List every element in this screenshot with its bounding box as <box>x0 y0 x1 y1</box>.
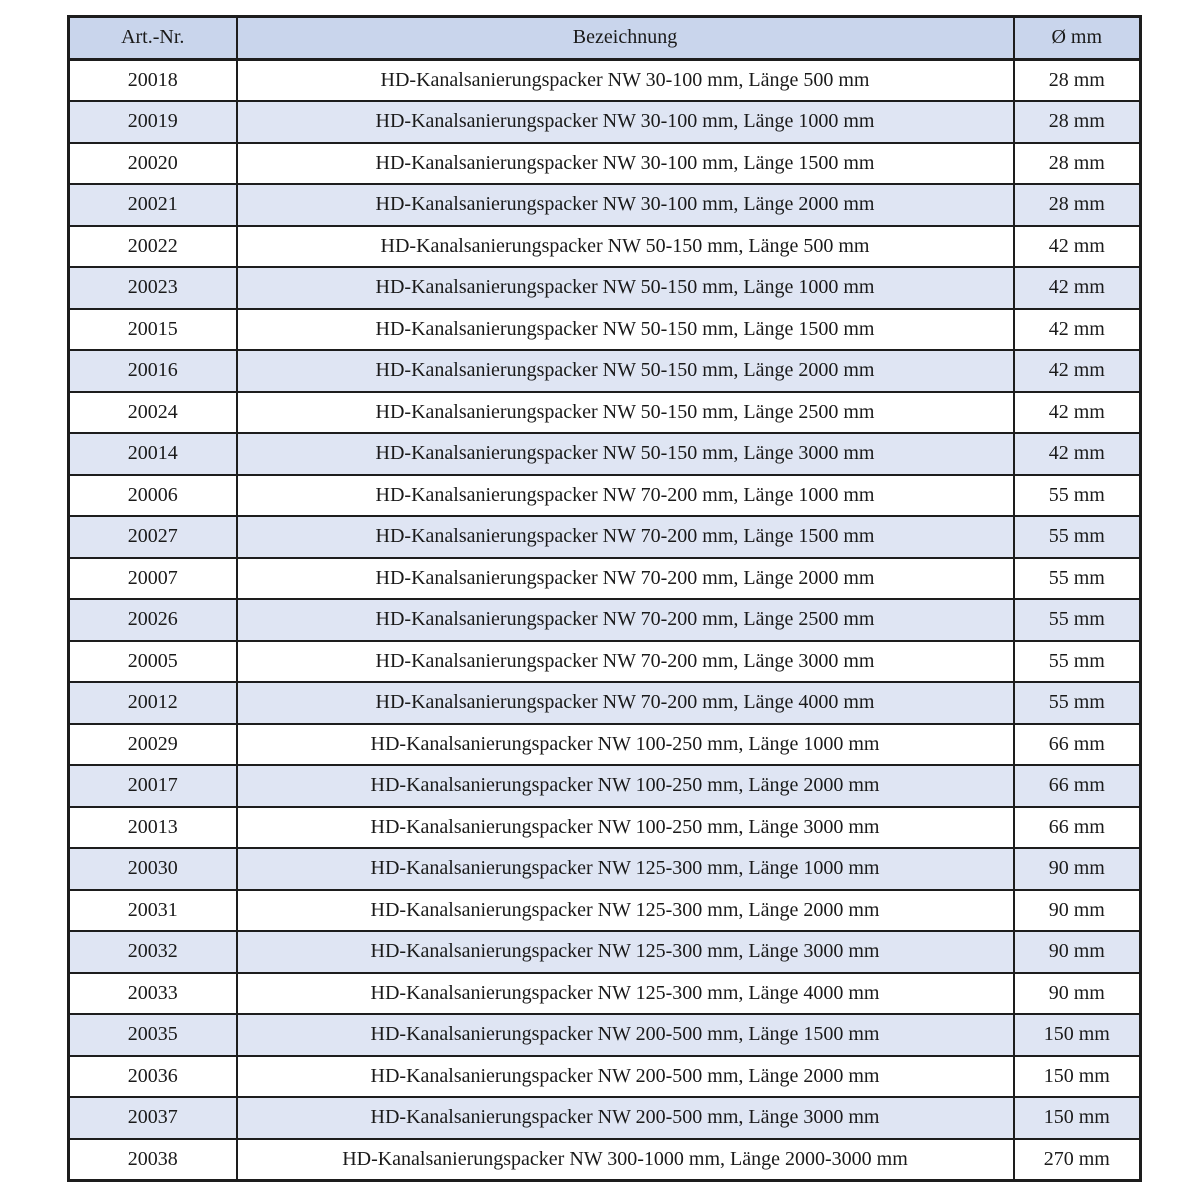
diameter-cell: 66 mm <box>1014 807 1141 849</box>
table-row <box>69 475 1141 517</box>
art-nr-cell: 20005 <box>69 641 237 683</box>
bezeichnung-cell: HD-Kanalsanierungspacker NW 50-150 mm, Länge 2000 mm <box>237 350 1014 392</box>
bezeichnung-cell: HD-Kanalsanierungspacker NW 70-200 mm, Länge 4000 mm <box>237 682 1014 724</box>
diameter-cell: 90 mm <box>1014 973 1141 1015</box>
art-nr-cell: 20038 <box>69 1139 237 1181</box>
art-nr-cell: 20023 <box>69 267 237 309</box>
bezeichnung-cell: HD-Kanalsanierungspacker NW 100-250 mm, Länge 2000 mm <box>237 765 1014 807</box>
bezeichnung-cell: HD-Kanalsanierungspacker NW 200-500 mm, Länge 2000 mm <box>237 1056 1014 1098</box>
bezeichnung-cell: HD-Kanalsanierungspacker NW 200-500 mm, Länge 3000 mm <box>237 1097 1014 1139</box>
bezeichnung-cell: HD-Kanalsanierungspacker NW 50-150 mm, Länge 2500 mm <box>237 392 1014 434</box>
art-nr-cell: 20006 <box>69 475 237 517</box>
diameter-cell: 42 mm <box>1014 392 1141 434</box>
table-row <box>69 724 1141 766</box>
header-row <box>69 17 1141 60</box>
product-table <box>67 15 1142 1182</box>
bezeichnung-cell: HD-Kanalsanierungspacker NW 70-200 mm, Länge 2000 mm <box>237 558 1014 600</box>
product-table-container <box>67 15 1139 1182</box>
table-row <box>69 184 1141 226</box>
diameter-cell: 28 mm <box>1014 184 1141 226</box>
table-row <box>69 682 1141 724</box>
diameter-cell: 42 mm <box>1014 267 1141 309</box>
art-nr-cell: 20012 <box>69 682 237 724</box>
bezeichnung-cell: HD-Kanalsanierungspacker NW 200-500 mm, Länge 1500 mm <box>237 1014 1014 1056</box>
diameter-cell: 55 mm <box>1014 599 1141 641</box>
art-nr-cell: 20013 <box>69 807 237 849</box>
table-row <box>69 641 1141 683</box>
diameter-cell: 55 mm <box>1014 682 1141 724</box>
bezeichnung-cell: HD-Kanalsanierungspacker NW 70-200 mm, Länge 2500 mm <box>237 599 1014 641</box>
bezeichnung-cell: HD-Kanalsanierungspacker NW 125-300 mm, Länge 3000 mm <box>237 931 1014 973</box>
bezeichnung-cell: HD-Kanalsanierungspacker NW 300-1000 mm, Länge 2000-3000 mm <box>237 1139 1014 1181</box>
diameter-cell: 55 mm <box>1014 516 1141 558</box>
bezeichnung-cell: HD-Kanalsanierungspacker NW 50-150 mm, Länge 1000 mm <box>237 267 1014 309</box>
art-nr-cell: 20026 <box>69 599 237 641</box>
table-row <box>69 1139 1141 1181</box>
art-nr-cell: 20030 <box>69 848 237 890</box>
bezeichnung-cell: HD-Kanalsanierungspacker NW 50-150 mm, Länge 1500 mm <box>237 309 1014 351</box>
diameter-cell: 55 mm <box>1014 558 1141 600</box>
table-row <box>69 973 1141 1015</box>
col-header-bezeichnung: Bezeichnung <box>237 17 1014 60</box>
diameter-cell: 90 mm <box>1014 890 1141 932</box>
art-nr-cell: 20007 <box>69 558 237 600</box>
art-nr-cell: 20019 <box>69 101 237 143</box>
art-nr-cell: 20022 <box>69 226 237 268</box>
art-nr-cell: 20029 <box>69 724 237 766</box>
art-nr-cell: 20033 <box>69 973 237 1015</box>
table-row <box>69 931 1141 973</box>
bezeichnung-cell: HD-Kanalsanierungspacker NW 50-150 mm, Länge 3000 mm <box>237 433 1014 475</box>
art-nr-cell: 20035 <box>69 1014 237 1056</box>
bezeichnung-cell: HD-Kanalsanierungspacker NW 30-100 mm, Länge 500 mm <box>237 59 1014 101</box>
table-row <box>69 309 1141 351</box>
table-row <box>69 558 1141 600</box>
table-row <box>69 433 1141 475</box>
diameter-cell: 90 mm <box>1014 931 1141 973</box>
col-header-diameter: Ø mm <box>1014 17 1141 60</box>
art-nr-cell: 20020 <box>69 143 237 185</box>
diameter-cell: 270 mm <box>1014 1139 1141 1181</box>
diameter-cell: 55 mm <box>1014 641 1141 683</box>
bezeichnung-cell: HD-Kanalsanierungspacker NW 70-200 mm, Länge 3000 mm <box>237 641 1014 683</box>
bezeichnung-cell: HD-Kanalsanierungspacker NW 30-100 mm, Länge 2000 mm <box>237 184 1014 226</box>
art-nr-cell: 20036 <box>69 1056 237 1098</box>
art-nr-cell: 20016 <box>69 350 237 392</box>
art-nr-cell: 20014 <box>69 433 237 475</box>
table-row <box>69 59 1141 101</box>
table-row <box>69 848 1141 890</box>
diameter-cell: 42 mm <box>1014 309 1141 351</box>
table-row <box>69 890 1141 932</box>
col-header-art-nr: Art.-Nr. <box>69 17 237 60</box>
diameter-cell: 150 mm <box>1014 1056 1141 1098</box>
diameter-cell: 55 mm <box>1014 475 1141 517</box>
diameter-cell: 66 mm <box>1014 765 1141 807</box>
table-row <box>69 143 1141 185</box>
art-nr-cell: 20037 <box>69 1097 237 1139</box>
table-row <box>69 516 1141 558</box>
bezeichnung-cell: HD-Kanalsanierungspacker NW 125-300 mm, Länge 2000 mm <box>237 890 1014 932</box>
table-row <box>69 267 1141 309</box>
art-nr-cell: 20021 <box>69 184 237 226</box>
bezeichnung-cell: HD-Kanalsanierungspacker NW 100-250 mm, Länge 1000 mm <box>237 724 1014 766</box>
bezeichnung-cell: HD-Kanalsanierungspacker NW 125-300 mm, Länge 1000 mm <box>237 848 1014 890</box>
table-row <box>69 226 1141 268</box>
table-body <box>69 59 1141 1181</box>
bezeichnung-cell: HD-Kanalsanierungspacker NW 50-150 mm, Länge 500 mm <box>237 226 1014 268</box>
bezeichnung-cell: HD-Kanalsanierungspacker NW 70-200 mm, Länge 1000 mm <box>237 475 1014 517</box>
diameter-cell: 42 mm <box>1014 433 1141 475</box>
art-nr-cell: 20017 <box>69 765 237 807</box>
table-row <box>69 1014 1141 1056</box>
art-nr-cell: 20027 <box>69 516 237 558</box>
bezeichnung-cell: HD-Kanalsanierungspacker NW 70-200 mm, Länge 1500 mm <box>237 516 1014 558</box>
diameter-cell: 90 mm <box>1014 848 1141 890</box>
table-row <box>69 599 1141 641</box>
art-nr-cell: 20032 <box>69 931 237 973</box>
diameter-cell: 42 mm <box>1014 350 1141 392</box>
diameter-cell: 150 mm <box>1014 1014 1141 1056</box>
art-nr-cell: 20031 <box>69 890 237 932</box>
diameter-cell: 28 mm <box>1014 59 1141 101</box>
diameter-cell: 28 mm <box>1014 101 1141 143</box>
table-row <box>69 765 1141 807</box>
diameter-cell: 66 mm <box>1014 724 1141 766</box>
table-row <box>69 1097 1141 1139</box>
bezeichnung-cell: HD-Kanalsanierungspacker NW 125-300 mm, Länge 4000 mm <box>237 973 1014 1015</box>
art-nr-cell: 20015 <box>69 309 237 351</box>
table-row <box>69 807 1141 849</box>
art-nr-cell: 20018 <box>69 59 237 101</box>
table-row <box>69 350 1141 392</box>
diameter-cell: 150 mm <box>1014 1097 1141 1139</box>
bezeichnung-cell: HD-Kanalsanierungspacker NW 100-250 mm, Länge 3000 mm <box>237 807 1014 849</box>
table-row <box>69 1056 1141 1098</box>
table-row <box>69 392 1141 434</box>
diameter-cell: 42 mm <box>1014 226 1141 268</box>
diameter-cell: 28 mm <box>1014 143 1141 185</box>
table-row <box>69 101 1141 143</box>
art-nr-cell: 20024 <box>69 392 237 434</box>
bezeichnung-cell: HD-Kanalsanierungspacker NW 30-100 mm, Länge 1000 mm <box>237 101 1014 143</box>
bezeichnung-cell: HD-Kanalsanierungspacker NW 30-100 mm, Länge 1500 mm <box>237 143 1014 185</box>
